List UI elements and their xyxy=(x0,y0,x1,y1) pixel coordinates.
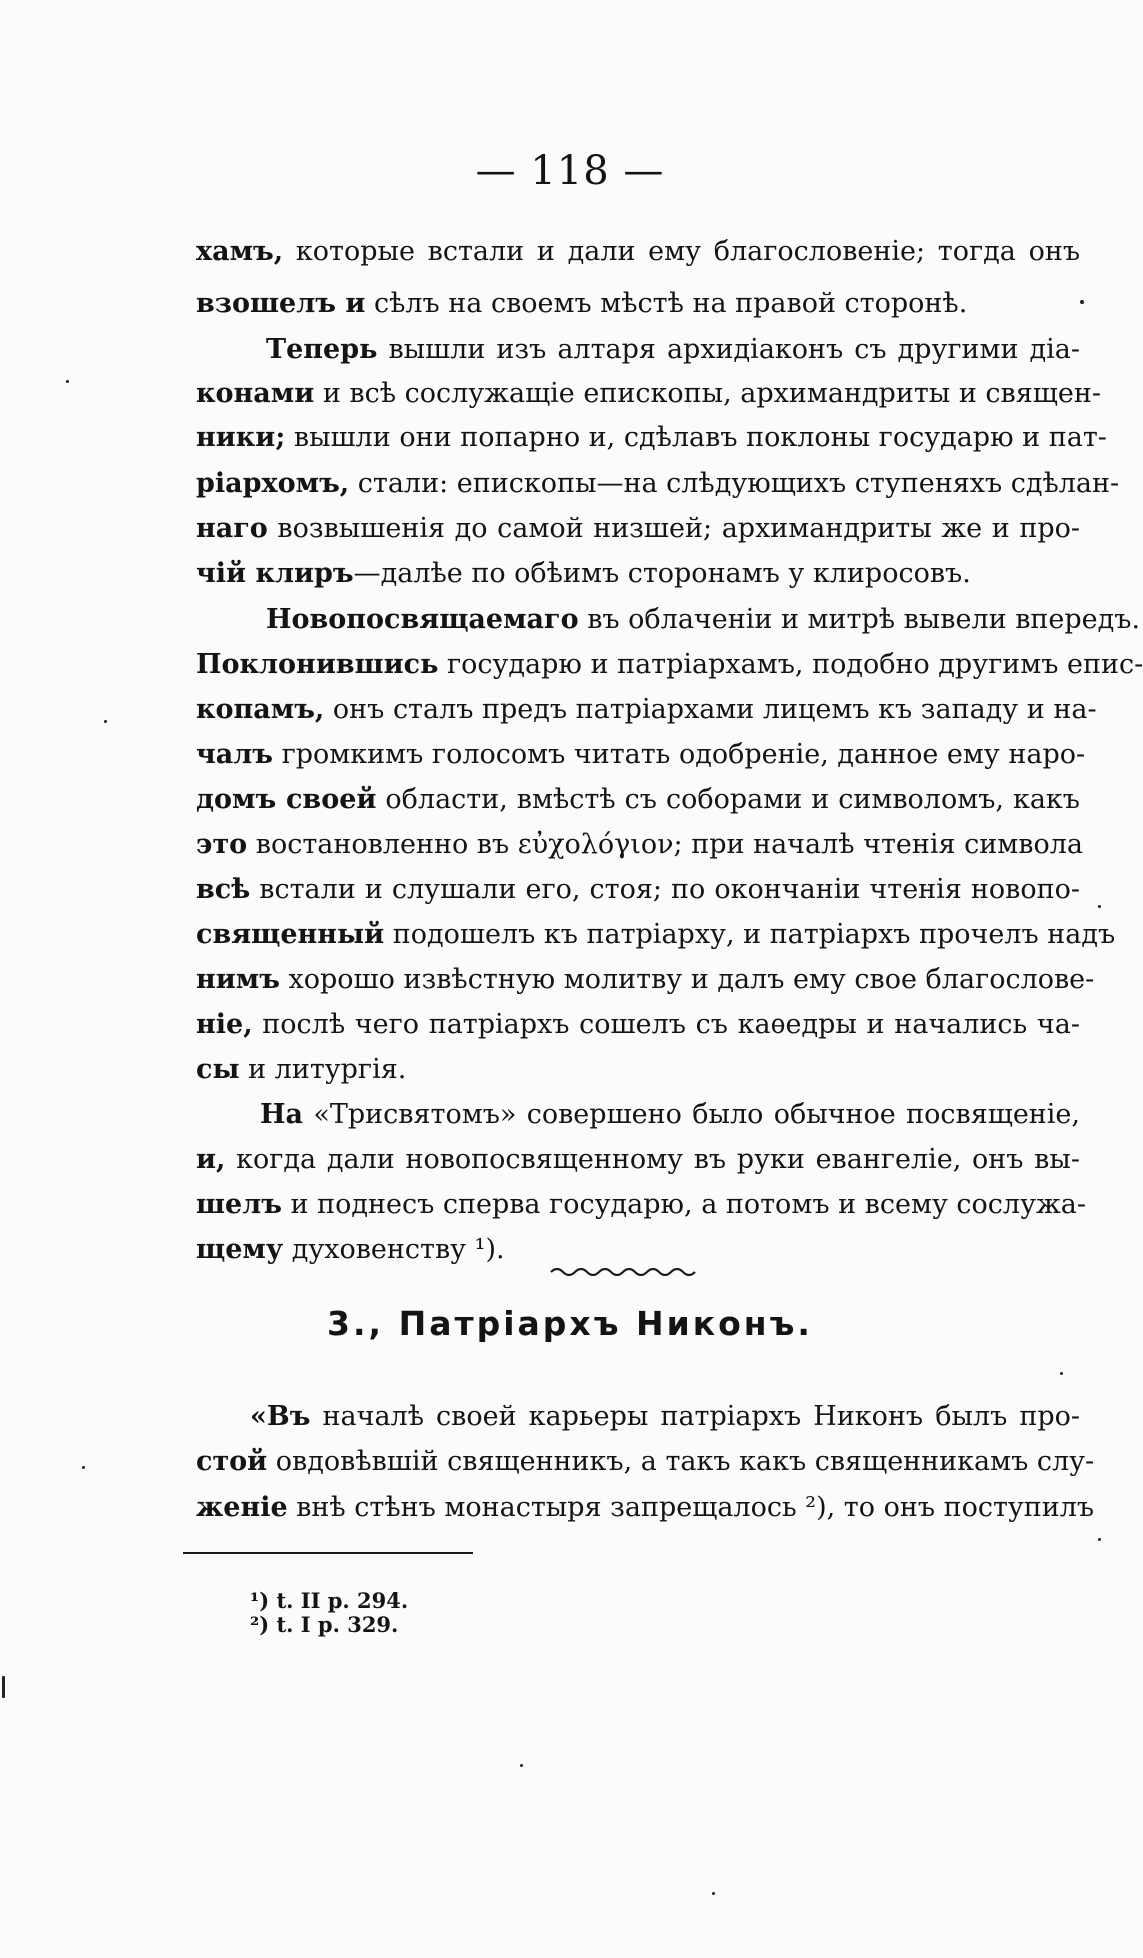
text-line: «Въ началѣ своей карьеры патріархъ Никонъ былъ про- xyxy=(250,1401,1080,1432)
text-line: и, когда дали новопосвященному въ руки евангеліе, онъ вы- xyxy=(196,1144,1080,1175)
section-heading: 3., Патріархъ Никонъ. xyxy=(327,1304,813,1343)
text-line: домъ своей области, вмѣстѣ съ соборами и символомъ, какъ xyxy=(196,784,1080,815)
scan-speck xyxy=(104,720,107,723)
text-line: чалъ громкимъ голосомъ читать одобреніе, данное ему наро- xyxy=(196,739,1086,770)
text-line: щему духовенству ¹). xyxy=(196,1234,505,1265)
text-line: копамъ, онъ сталъ предъ патріархами лицемъ къ западу и на- xyxy=(196,694,1097,725)
text-line: наго возвышенія до самой низшей; архимандриты же и про- xyxy=(196,513,1080,544)
footnote: ¹) t. II p. 294. xyxy=(250,1588,409,1613)
text-line: стой овдовѣвшій священникъ, а такъ какъ священникамъ слу- xyxy=(196,1446,1095,1477)
text-line: взошелъ и сѣлъ на своемъ мѣстѣ на правой сторонѣ. xyxy=(196,288,968,319)
text-line: священный подошелъ къ патріарху, и патріархъ прочелъ надъ xyxy=(196,919,1116,950)
scan-speck xyxy=(1080,300,1084,304)
text-line: всѣ встали и слушали его, стоя; по окончаніи чтенія новопо- xyxy=(196,874,1080,905)
footnote-rule xyxy=(183,1552,473,1554)
text-line: это востановленно въ εὐχολόγιον; при началѣ чтенія символа xyxy=(196,829,1083,860)
scan-speck xyxy=(1098,1538,1101,1541)
text-line: Теперь вышли изъ алтаря архидіаконъ съ другими діа- xyxy=(266,334,1080,365)
text-line: нимъ хорошо извѣстную молитву и далъ ему свое благослове- xyxy=(196,964,1095,995)
footnote: ²) t. I p. 329. xyxy=(250,1612,399,1637)
text-line: конами и всѣ сослужащіе епископы, архимандриты и священ- xyxy=(196,378,1101,409)
text-line: На «Трисвятомъ» совершено было обычное посвященіе, xyxy=(260,1099,1080,1130)
page-number: — 118 — xyxy=(475,148,665,194)
text-line: сы и литургія. xyxy=(196,1054,407,1085)
text-line: ники; вышли они попарно и, сдѣлавъ поклоны государю и пат- xyxy=(196,422,1107,453)
scan-speck xyxy=(82,1466,85,1469)
text-line: ріархомъ, стали: епископы—на слѣдующихъ ступеняхъ сдѣлан- xyxy=(196,468,1120,499)
text-line: Поклонившись государю и патріархамъ, подобно другимъ епис- xyxy=(196,649,1143,680)
scan-speck xyxy=(520,1764,523,1767)
scan-speck xyxy=(66,380,69,383)
text-line: ніе, послѣ чего патріархъ сошелъ съ каѳедры и начались ча- xyxy=(196,1009,1080,1040)
text-line: Новопосвящаемаго въ облаченіи и митрѣ вывели впередъ. xyxy=(266,604,1141,635)
scan-speck xyxy=(2,1676,5,1698)
text-line: шелъ и поднесъ сперва государю, а потомъ и всему сослужа- xyxy=(196,1189,1087,1220)
scan-speck xyxy=(1098,905,1101,908)
text-line: женіе внѣ стѣнъ монастыря запрещалось ²), то онъ поступилъ xyxy=(196,1492,1095,1523)
scan-speck xyxy=(1060,1372,1063,1375)
text-line: чій клиръ—далѣе по обѣимъ сторонамъ у клиросовъ. xyxy=(196,558,971,589)
text-line: хамъ, которые встали и дали ему благословеніе; тогда онъ xyxy=(196,236,1080,267)
wavy-ornament xyxy=(551,1266,696,1278)
scan-speck xyxy=(712,1892,715,1895)
